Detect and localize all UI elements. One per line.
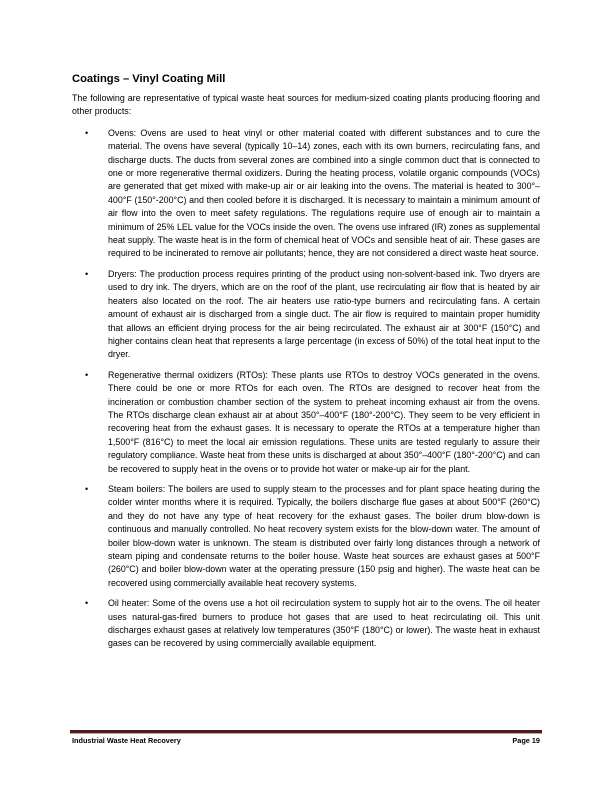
footer-rule-accent (70, 733, 542, 734)
bullet-list (72, 127, 540, 651)
bullet-icon: • (85, 127, 89, 138)
list-item-dryers (72, 268, 540, 362)
list-item-text: Oil heater: Some of the ovens use a hot oil recirculation system to supply hot air to the ovens. The oil heater uses natural-gas-fired burners to produce hot gases that are used to heat recirculating oil. This unit discharges exhaust gases at relatively low temperatures (350°F (180°C) or lower). The waste heat in exhaust gases can be recovered by using commercially available equipment. (108, 598, 540, 649)
intro-paragraph: The following are representative of typical waste heat sources for medium-sized coating plants producing flooring and other products: (72, 93, 540, 117)
list-item-rtos (72, 369, 540, 476)
section-title: Coatings – Vinyl Coating Mill (72, 73, 226, 85)
bullet-icon: • (85, 483, 89, 494)
footer-document-title: Industrial Waste Heat Recovery (72, 736, 181, 745)
list-item-text: Dryers: The production process requires printing of the product using non-solvent-based ink. Two dryers are used to dry ink. The dryers, which are on the roof of the plant, use recirculating air flow that is heated by air heaters also located on the roof. The air heaters use ratio-type burners and recirculating fans. A certain amount of exhaust air is discharged from a single duct. The air flow is required to maintain proper humidity that allows an efficient drying process for the air being recirculated. The exhaust air at 300°F (150°C) and higher contains clean heat that represents a large percentage (in excess of 50%) of the total heat input to the dryer. (108, 268, 540, 360)
footer-page-number: Page 19 (512, 736, 540, 745)
list-item-steam-boilers (72, 483, 540, 590)
bullet-icon: • (85, 369, 89, 380)
list-item-ovens (72, 127, 540, 261)
list-item-oil-heater (72, 597, 540, 651)
bullet-icon: • (85, 598, 89, 609)
list-item-text: Regenerative thermal oxidizers (RTOs): These plants use RTOs to destroy VOCs generated in the ovens. There could be one or more RTOs for each oven. The RTOs are designed to recover heat from the incineration or combustion chamber section of the system to preheat incoming exhaust air from the ovens. The RTOs discharge clean exhaust air at about 350°–400°F (180°-200°C). They seem to be very efficient in recovering heat from the exhaust gases. It is necessary to operate the RTOs at a temperature higher than 1,500°F (816°C) to meet the local air emission regulations. These units are tested regularly to assure their regulatory compliance. Waste heat from these units is discharged at about 350°–400°F (180°-200°C) and can be recovered to supply heat in the ovens or to provide hot water or make-up air for the plant. (108, 369, 540, 474)
list-item-text: Ovens: Ovens are used to heat vinyl or other material coated with different substances and to cure the material. The ovens have several (typically 10–14) zones, each with its own burners, recirculating fans, and discharge ducts. The ducts from several zones are combined into a single common duct that is connected to one or more regenerative thermal oxidizers. During the heating process, volatile organic compounds (VOCs) are generated that get mixed with make-up air or air leaking into the ovens. The material is heated to 300°–400°F (150°-200°C) and then cooled before it is discharged. It is necessary to maintain a minimum amount of air flow into the oven to meet safety regulations. The regulations require use of enough air to maintain a minimum of 25% LEL value for the VOCs inside the oven. The ovens use infrared (IR) zones as supplemental heat supply. The waste heat is in the form of chemical heat of VOCs and sensible heat of air. These gases are required to be incinerated to remove air pollutants; hence, they are not considered a direct waste heat source. (108, 127, 540, 259)
page-body (72, 72, 540, 658)
list-item-text: Steam boilers: The boilers are used to supply steam to the processes and for plant space heating during the colder winter months where it is required. Typically, the boilers discharge flue gases at about 500°F (260°C) and they do not have any type of heat recovery for the exhaust gases. The boiler drum blow-down is continuous and manually controlled. No heat recovery system exists for the blow-down water. The amount of boiler blow-down water is unknown. The steam is distributed over fairly long distances through a network of steam piping and condensate returns to the boiler house. Waste heat sources are exhaust gases at 500°F (260°C) and boiler blow-down water at the operating pressure (150 psig and higher). The waste heat can be recovered using commercially available heat recovery systems. (108, 483, 540, 588)
bullet-icon: • (85, 268, 89, 279)
